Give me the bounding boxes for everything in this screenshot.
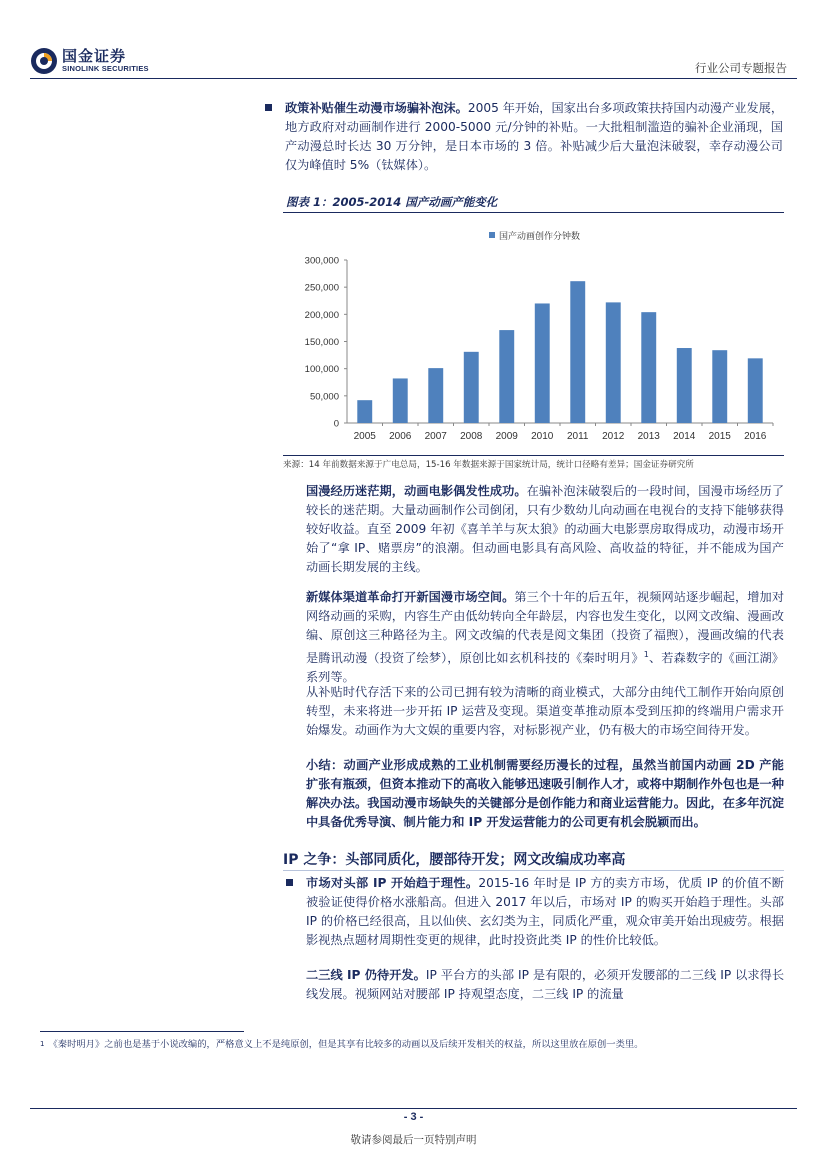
bullet-square-icon — [265, 104, 272, 111]
report-type: 行业公司专题报告 — [695, 61, 787, 75]
para-text-b: 、若森数字的《画江湖》系列等。 — [306, 651, 784, 685]
bar-2013 — [641, 312, 656, 423]
bullet-policy-subsidy — [285, 99, 783, 175]
para-business-model — [306, 683, 784, 740]
para-text: 在骗补泡沫破裂后的一段时间，国漫市场经历了较长的迷茫期。大量动画制作公司倒闭，只有少数幼儿向动画在电视台的支持下能够获得较好收益。直至 2009 年初《喜羊羊与灰太狼》的动画大电影票房取得成功，动漫市场开始了“拿 IP、赌票房”的浪潮。但动画电影具有高风险、高收益的特征，并不能成为国产动画长期发展的主线。 — [306, 484, 785, 574]
legend-label: 国产动画创作分钟数 — [499, 232, 581, 242]
y-tick-label: 0 — [333, 418, 339, 430]
y-tick-label: 100,000 — [304, 364, 339, 376]
footer-divider — [30, 1108, 797, 1109]
x-tick-label: 2008 — [460, 431, 483, 442]
bar-2015 — [712, 350, 727, 423]
x-tick-label: 2016 — [744, 431, 767, 442]
para-lead: 二三线 IP 仍待开发。 — [306, 968, 426, 982]
bullet-text: 2015-16 年时是 IP 方的卖方市场，优质 IP 的价值不断被验证使得价格水涨船高。但进入 2017 年以后，市场对 IP 的购买开始趋于理性。头部 IP 的价格已经很高，且以仙侠、玄幻类为主，同质化严重，观众审美开始出现疲劳。根据影视热点题材周期性变更的规律，此时投资此类 IP 的性价比较低。 — [306, 876, 784, 947]
para-confusion-period — [306, 482, 784, 577]
bar-2007 — [428, 368, 443, 423]
para-text-a: 第三个十年的后五年，视频网站逐步崛起，增加对网络动画的采购，内容生产由低幼转向全年龄层，内容也发生变化，以网文改编、漫画改编、原创这三种路径为主。网文改编的代表是阅文集团（投资了福煦），漫画改编的代表是腾讯动漫（投资了绘梦），原创比如玄机科技的《秦时明月》 — [306, 590, 785, 666]
para-lead: 新媒体渠道革命打开新国漫市场空间。 — [306, 590, 515, 604]
x-tick-label: 2007 — [424, 431, 447, 442]
bar-2008 — [464, 352, 479, 423]
chart-bottom-divider — [283, 455, 784, 456]
bullet-head-ip — [306, 874, 784, 950]
para-text: 从补贴时代存活下来的公司已拥有较为清晰的商业模式，大部分由纯代工制作开始向原创转型，未来将进一步开拓 IP 运营及变现。渠道变革推动原本受到压抑的终端用户需求开始爆发。动画作为大文娱的重要内容，对标影视产业，仍有极大的市场空间待开发。 — [306, 685, 784, 737]
legend-swatch — [489, 232, 495, 238]
x-tick-label: 2010 — [531, 431, 554, 442]
summary-text: 小结：动画产业形成成熟的工业机制需要经历漫长的过程，虽然当前国内动画 2D 产能扩张有瓶颈，但资本推动下的高收入能够迅速吸引制作人才，或将中期制作外包也是一种解决办法。我国动漫市场缺失的关键部分是创作能力和商业运营能力。因此，在多年沉淀中具备优秀导演、制片能力和 IP 开发运营能力的公司更有机会脱颖而出。 — [306, 758, 784, 829]
section-heading-text: IP 之争：头部同质化，腰部待开发；网文改编成功率高 — [283, 852, 626, 868]
bar-2012 — [606, 302, 621, 423]
bullet-lead: 市场对头部 IP 开始趋于理性。 — [306, 876, 479, 890]
bullet-square-icon — [286, 879, 293, 886]
footnote-divider — [40, 1031, 244, 1032]
chart-source: 来源：14 年前数据来源于广电总局，15-16 年数据来源于国家统计局，统计口径略有差异；国金证券研究所 — [283, 460, 694, 470]
y-tick-label: 150,000 — [304, 337, 339, 348]
logo-text-cn: 国金证券 — [62, 47, 127, 65]
x-tick-label: 2013 — [637, 431, 660, 442]
para-summary — [306, 756, 784, 832]
y-tick-label: 50,000 — [309, 391, 339, 403]
bar-2005 — [357, 400, 372, 423]
footnote-ref: 1 — [643, 650, 649, 659]
y-tick-label: 300,000 — [304, 255, 339, 267]
page-number: - 3 - — [403, 1111, 424, 1123]
para-lead: 国漫经历迷茫期，动画电影偶发性成功。 — [306, 484, 527, 498]
para-tier2-ip — [306, 966, 784, 1004]
bar-2011 — [570, 281, 585, 423]
footnote-number: 1 — [40, 1040, 45, 1048]
x-tick-label: 2009 — [495, 431, 518, 442]
footer-notice: 敬请参阅最后一页特别声明 — [350, 1134, 477, 1146]
bar-2009 — [499, 330, 514, 423]
logo-mark-icon — [30, 47, 58, 75]
y-tick-label: 250,000 — [304, 282, 339, 294]
chart-title-bar — [283, 193, 784, 213]
bar-2014 — [677, 348, 692, 423]
bar-2006 — [393, 378, 408, 423]
bullet-lead: 政策补贴催生动漫市场骗补泡沫。 — [285, 101, 468, 115]
section-heading — [283, 847, 784, 871]
chart-title: 图表 1：2005-2014 国产动画产能变化 — [286, 195, 498, 209]
para-text: IP 平台方的头部 IP 是有限的，必须开发腰部的二三线 IP 以求得长线发展。视频网站对腰部 IP 持观望态度，二三线 IP 的流量 — [306, 968, 785, 1001]
x-tick-label: 2011 — [566, 431, 589, 442]
logo-text-en: SINOLINK SECURITIES — [62, 64, 149, 73]
x-tick-label: 2014 — [673, 431, 696, 442]
footnote — [40, 1036, 784, 1053]
footnote-text: 《秦时明月》之前也是基于小说改编的，严格意义上不是纯原创，但是其享有比较多的动画以及后续开发相关的权益，所以这里放在原创一类里。 — [48, 1039, 644, 1050]
x-tick-label: 2015 — [708, 431, 731, 442]
para-new-media — [306, 588, 784, 687]
x-tick-label: 2005 — [353, 431, 376, 442]
x-tick-label: 2006 — [389, 431, 412, 442]
bar-2016 — [748, 358, 763, 423]
company-logo — [30, 45, 160, 77]
bullet-text: 2005 年开始，国家出台多项政策扶持国内动漫产业发展，地方政府对动画制作进行 2000-5000 元/分钟的补贴。一大批粗制滥造的骗补企业涌现，国产动漫总时长达 30 万分钟，是日本市场的 3 倍。补贴减少后大量泡沫破裂，幸存动漫公司仅为峰值时 5%（钛媒体）。 — [285, 101, 784, 172]
header-divider — [30, 78, 797, 79]
bar-2010 — [535, 303, 550, 423]
bar-chart — [283, 218, 784, 456]
x-tick-label: 2012 — [602, 431, 625, 442]
y-tick-label: 200,000 — [304, 309, 339, 321]
